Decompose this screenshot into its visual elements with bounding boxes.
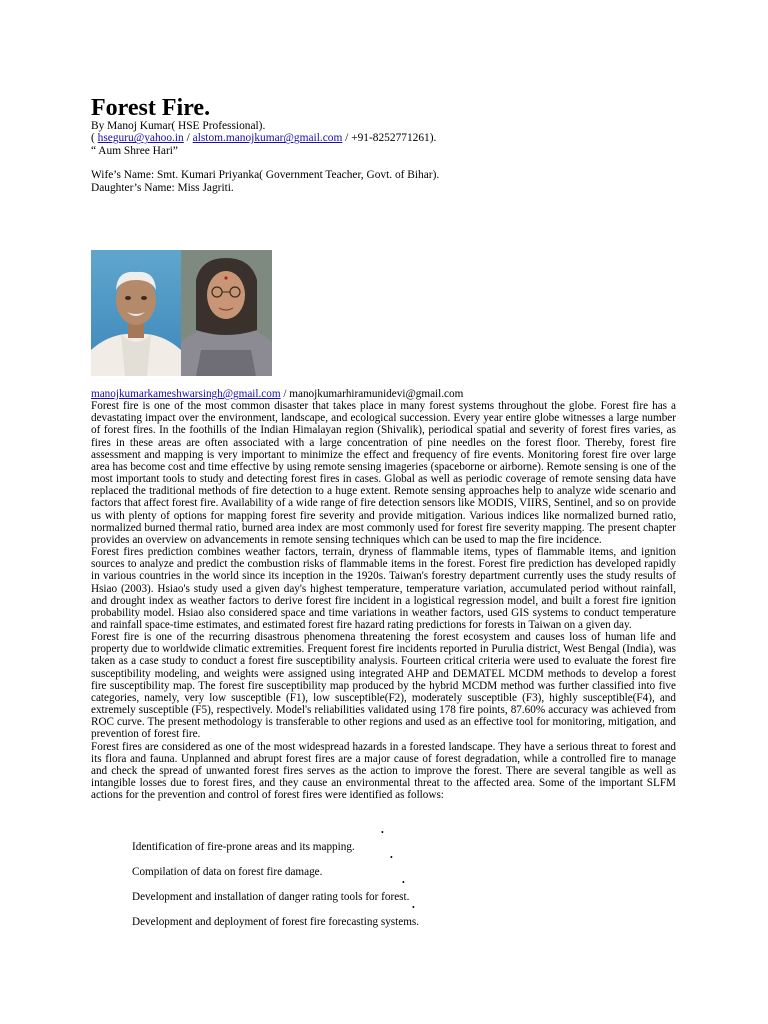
elderly-man-photo (91, 250, 181, 376)
bullet-icon: • (390, 853, 393, 862)
email-link-alstom[interactable]: alstom.manojkumar@gmail.com (192, 132, 343, 145)
wife-name: Wife’s Name: Smt. Kumari Priyanka( Government Teacher, Govt. of Bihar). (91, 169, 440, 182)
paragraph-slfm-actions: Forest fires are considered as one of the most widespread hazards in a forested landscape. They have a serious threat to forest and its flora and fauna. Unplanned and abrupt forest fires are a major cause of forest degradation, while a controlled fire to manage and check the spread of unwanted forest fires serves as the action to improve the forest. There are several tangible as well as intangible losses due to forest fires, and they cause an environmental threat to the affected area. Some of the important SLFM actions for the prevention and control of forest fires were identified as follows: (91, 740, 676, 802)
elderly-woman-photo (181, 250, 272, 376)
slfm-action-list (132, 829, 532, 929)
motto: “ Aum Shree Hari” (91, 144, 178, 157)
list-item (132, 854, 532, 879)
contact-line (91, 132, 691, 144)
paragraph-remote-sensing: Forest fire is one of the most common disaster that takes place in many forest systems throughout the globe. Forest fire has a devastating impact over the environment, landscape, and ecological succession. Every year entire globe witnesses a large number of forest fires. In the foothills of the Indian Himalayan region (Shivalik), periodical spatial and severity of forest fires varies, as fires in these areas are often associated with a large concentration of pine needles on the forest floor. Thereby, forest fire assessment and mapping is very important to minimize the effect and frequency of fire events. Monitoring forest fire over large area has become cost and time effective by using remote sensing imageries (spaceborne or airborne). Remote sensing is one of the most important tools to study and detecting forest fires in cases. Global as well as periodic coverage of remote sensing data have replaced the traditional methods of fire detection to a huge extent. Remote sensing approaches help to analyze wide scenario and factors that affect forest fire. Availability of a wide range of fire detection sensors like MODIS, VIIRS, Sentinel, and so on provide us with plenty of options for mapping forest fire severity and provide mitigation. Various indices like normalized burned ratio, normalized burned thermal ratio, burned area index are most commonly used for forest fire severity mapping. The present chapter provides an overview on advancements in remote sensing techniques which can be used to map the fire incidence. (91, 400, 677, 546)
list-item-text: Identification of fire-prone areas and its mapping. (132, 841, 355, 853)
list-item (132, 904, 532, 929)
page-title: Forest Fire. (91, 95, 211, 121)
bullet-icon: • (402, 878, 405, 887)
list-item-text: Development and installation of danger rating tools for forest. (132, 891, 410, 903)
byline: By Manoj Kumar( HSE Professional). (91, 120, 266, 132)
list-item-text: Development and deployment of forest fire forecasting systems. (132, 916, 420, 928)
contact-separator: / (183, 132, 193, 145)
paragraph-prediction: Forest fires prediction combines weather factors, terrain, dryness of flammable items, types of flammable items, and ignition sources to analyze and predict the combustion risks of flammable items in the forest. Forest fire prediction has developed rapidly in various countries in the world since its inception in the 1920s. Taiwan's forestry department currently uses the study results of Hsiao (2003). Hsiao's study used a given day's highest temperature, temperature variation, accumulated period without rainfall, and drought index as weather factors to derive forest fire incident in a logistical regression model, and built a forest fire ignition probability model. Hsiao also considered space and time variations in weather factors, used GIS systems to conduct temperature and rainfall space-time estimates, and estimated forest fire hazard rating predictions for forests in Taiwan on a given day. (91, 546, 676, 631)
email-line-rest: / manojkumarhiramunidevi@gmail.com (280, 388, 464, 400)
list-item-text: Compilation of data on forest fire damage. (132, 866, 323, 878)
contact-phone: / +91-8252771261). (342, 132, 437, 145)
email-line (91, 388, 676, 400)
contact-open: ( (91, 132, 98, 145)
author-header (91, 120, 691, 194)
bullet-icon: • (381, 828, 384, 837)
list-item (132, 879, 532, 904)
list-item (132, 829, 532, 854)
paragraph-susceptibility: Forest fire is one of the recurring disastrous phenomena threatening the forest ecosystem and causes loss of human life and property due to worldwide climatic extremities. Frequent forest fire incidents reported in Purulia district, West Bengal (India), was taken as a case study to conduct a forest fire susceptibility analysis. Fourteen critical criteria were used to evaluate the forest fire susceptibility modeling, and weights were assigned using integrated AHP and DEMATEL MCDM methods to develop a forest fire susceptibility map. The forest fire susceptibility map produced by the hybrid MCDM method was further classified into five categories, namely, very low susceptible (F1), low susceptible(F2), moderately susceptible (F3), highly susceptible(F4), and extremely susceptible (F5), respectively. Model's reliabilities validated using 178 fire points, 87.60% accuracy was achieved from ROC curve. The present methodology is transferable to other regions and used as an effective tool for monitoring, mitigation, and prevention of forest fire. (91, 631, 676, 741)
daughter-name: Daughter’s Name: Miss Jagriti. (91, 181, 234, 194)
email-link-manojkumarkameshwarsingh[interactable]: manojkumarkameshwarsingh@gmail.com (91, 388, 281, 400)
bullet-icon: • (412, 903, 415, 912)
parents-photo (91, 250, 272, 376)
article-body (91, 388, 676, 801)
email-link-hseguru[interactable]: hseguru@yahoo.in (97, 132, 184, 145)
